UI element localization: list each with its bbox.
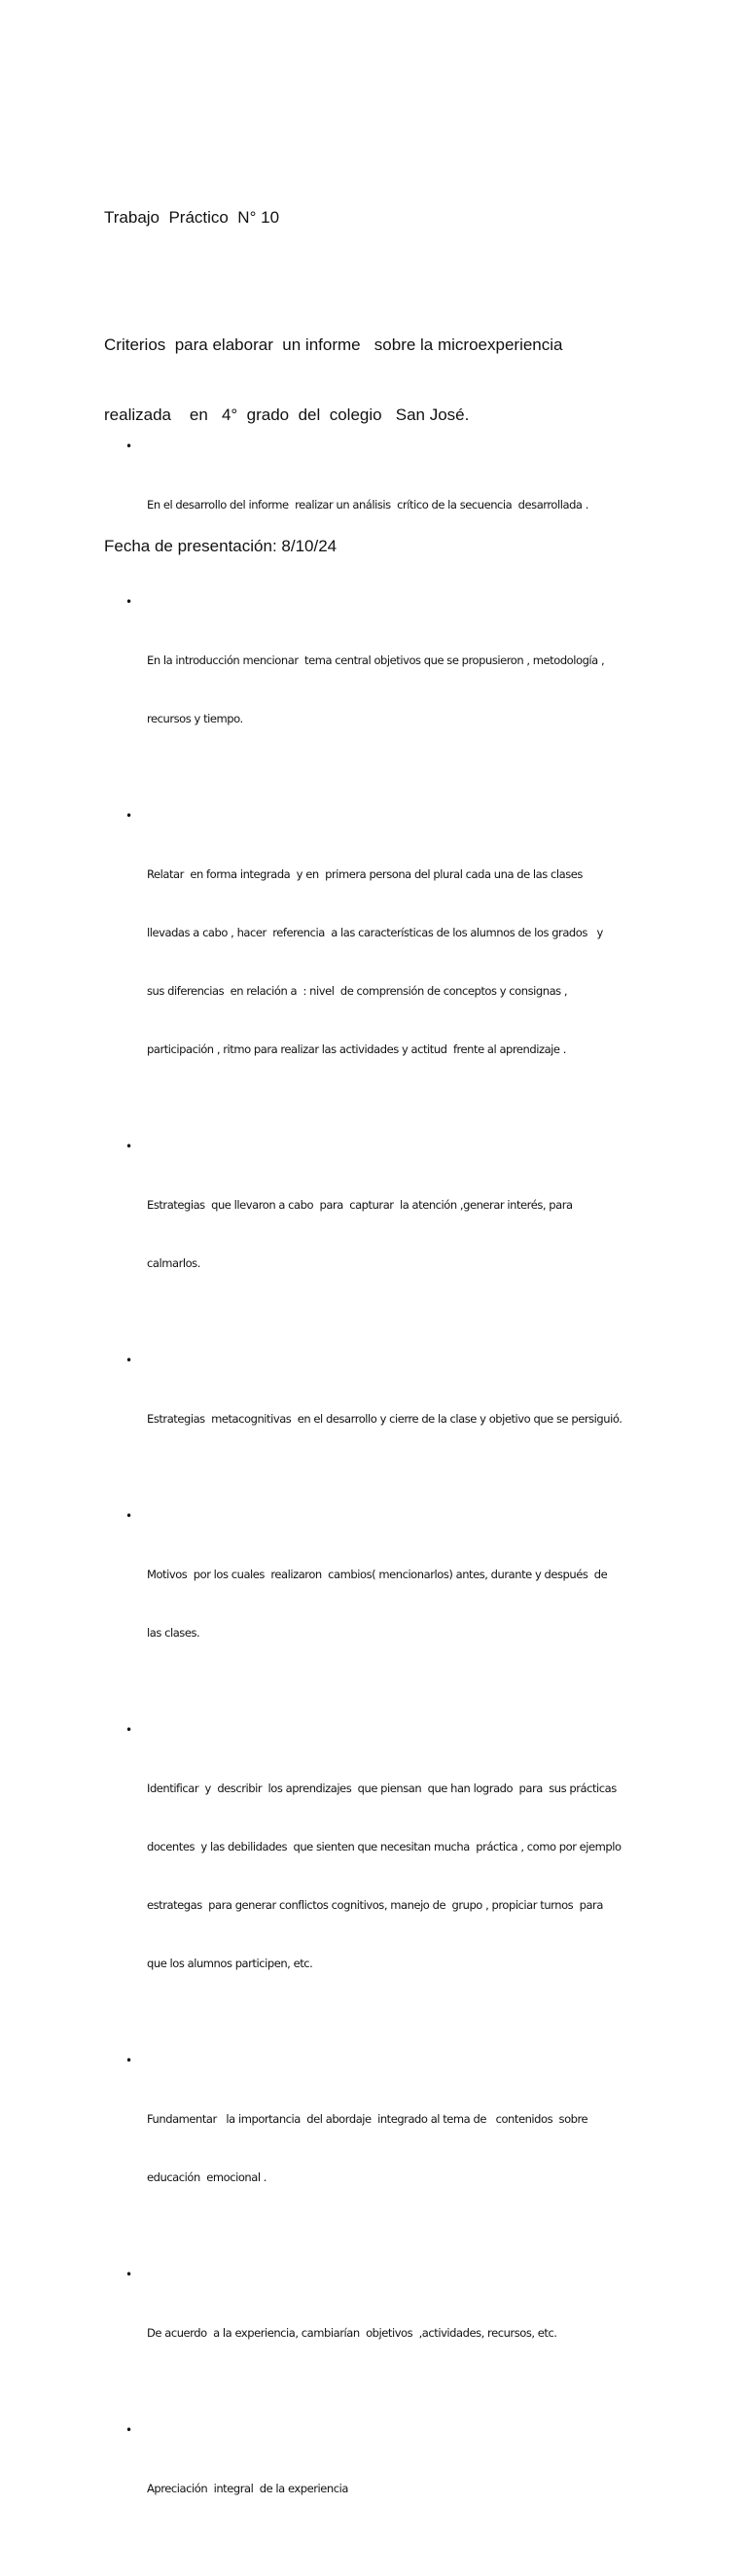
list-item-line: Estrategias metacognitivas en el desarrollo y cierre de la clase y objetivo que se persiguió. xyxy=(147,1412,622,1426)
list-item xyxy=(121,1720,651,2012)
list-item-line: que los alumnos participen, etc. xyxy=(147,1957,313,1970)
list-item-line: sus diferencias en relación a : nivel de comprensión de conceptos y consignas , xyxy=(147,984,568,998)
list-item-line: participación , ritmo para realizar las actividades y actitud frente al aprendizaje . xyxy=(147,1042,566,1056)
list-item-line: Estrategias que llevaron a cabo para capturar la atención ,generar interés, para xyxy=(147,1198,573,1212)
list-item-line: educación emocional . xyxy=(147,2170,267,2184)
list-item-line: Fundamentar la importancia del abordaje integrado al tema de contenidos sobre xyxy=(147,2112,588,2126)
list-item xyxy=(121,592,651,767)
criteria-line: realizada en 4° grado del colegio San José. xyxy=(104,406,470,424)
document-title: Trabajo Práctico N° 10 xyxy=(104,208,280,227)
list-item xyxy=(121,806,651,1098)
list-item-line: estrategas para generar conflictos cognitivos, manejo de grupo , propiciar turnos para xyxy=(147,1898,603,1912)
list-item-line: recursos y tiempo. xyxy=(147,712,243,725)
list-item xyxy=(121,437,651,553)
list-item-line: calmarlos. xyxy=(147,1256,200,1270)
list-item-line: En la introducción mencionar tema central objetivos que se propusieron , metodología , xyxy=(147,653,605,667)
list-item xyxy=(121,1506,651,1681)
list-item-line: De acuerdo a la experiencia, cambiarían objetivos ,actividades, recursos, etc. xyxy=(147,2326,557,2340)
bullet-icon: • xyxy=(125,2268,133,2281)
criteria-line: Criterios para elaborar un informe sobre la microexperiencia xyxy=(104,335,563,354)
list-item-line: Apreciación integral de la experiencia xyxy=(147,2482,348,2495)
bullet-icon: • xyxy=(125,2423,133,2437)
list-item xyxy=(121,1137,651,1312)
bullet-icon: • xyxy=(125,2054,133,2067)
criteria-list xyxy=(121,398,651,2576)
list-item-line: las clases. xyxy=(147,1626,200,1640)
list-item xyxy=(121,2420,651,2537)
bullet-icon: • xyxy=(125,1140,133,1153)
presentation-date: Fecha de presentación: 8/10/24 xyxy=(104,537,338,555)
list-item-line: Identificar y describir los aprendizajes que piensan que han logrado para sus prácticas xyxy=(147,1782,617,1795)
bullet-icon: • xyxy=(125,1354,133,1367)
list-item-line: Relatar en forma integrada y en primera persona del plural cada una de las clases xyxy=(147,867,583,881)
list-item xyxy=(121,1351,651,1467)
list-item-line: llevadas a cabo , hacer referencia a las características de los alumnos de los grados y xyxy=(147,926,603,939)
bullet-icon: • xyxy=(125,1509,133,1523)
list-item-line: En el desarrollo del informe realizar un análisis crítico de la secuencia desarrollada . xyxy=(147,498,588,512)
bullet-icon: • xyxy=(125,1723,133,1737)
list-item xyxy=(121,2265,651,2382)
list-item-line: docentes y las debilidades que sienten que necesitan mucha práctica , como por ejemplo xyxy=(147,1840,622,1853)
list-item xyxy=(121,2051,651,2226)
bullet-icon: • xyxy=(125,595,133,609)
bullet-icon: • xyxy=(125,440,133,453)
bullet-icon: • xyxy=(125,809,133,823)
list-item-line: Motivos por los cuales realizaron cambios( mencionarlos) antes, durante y después de xyxy=(147,1568,608,1581)
